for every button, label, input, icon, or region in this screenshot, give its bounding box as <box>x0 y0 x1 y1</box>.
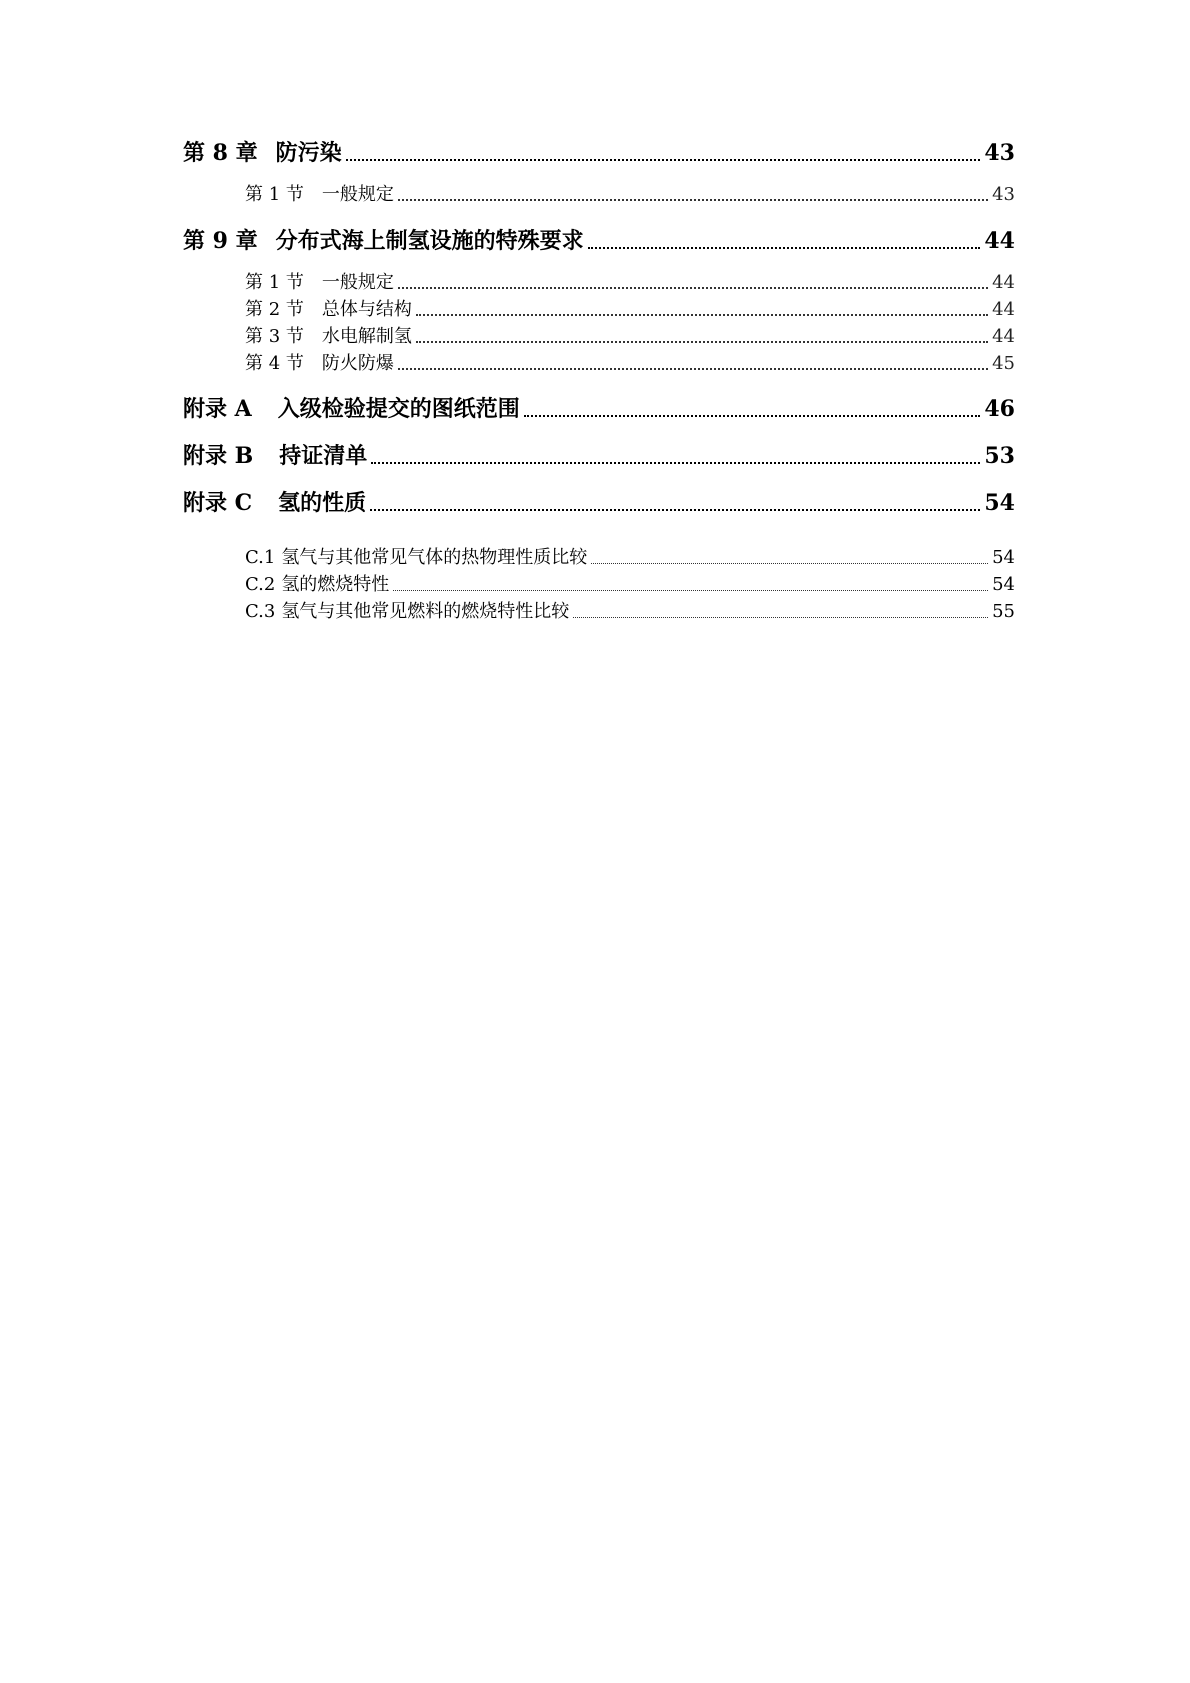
toc-entry-ch9-section-3[interactable] <box>245 322 1015 348</box>
dot-leader <box>398 198 988 201</box>
dot-leader <box>591 562 988 564</box>
toc-entry-title: 氢气与其他常见燃料的燃烧特性比较 <box>281 601 570 622</box>
toc-entry-title: 分布式海上制氢设施的特殊要求 <box>275 228 584 254</box>
toc-entry-appendix-b[interactable] <box>183 439 1015 470</box>
dot-leader <box>398 286 988 289</box>
toc-entry-page: 53 <box>984 443 1015 469</box>
toc-entry-ch9-section-1[interactable] <box>245 268 1015 294</box>
toc-entry-appendix-c[interactable] <box>183 486 1015 517</box>
dot-leader <box>371 461 980 464</box>
toc-entry-title: 氢气与其他常见气体的热物理性质比较 <box>281 547 588 568</box>
toc-entry-title: 氢的燃烧特性 <box>281 574 390 595</box>
toc-entry-appendix-c-1[interactable] <box>245 543 1015 569</box>
toc-entry-page: 44 <box>992 299 1015 320</box>
toc-entry-page: 46 <box>984 396 1015 422</box>
toc-entry-page: 44 <box>992 326 1015 347</box>
toc-entry-chapter-8[interactable] <box>183 136 1015 167</box>
toc-entry-title: 总体与结构 <box>321 299 412 320</box>
toc-entry-page: 43 <box>992 184 1015 205</box>
toc-entry-title: 持证清单 <box>279 443 368 469</box>
toc-entry-appendix-c-3[interactable] <box>245 597 1015 623</box>
toc-entry-title: 氢的性质 <box>278 490 367 516</box>
dot-leader <box>346 158 981 161</box>
toc-entry-label: 第 4 节 <box>245 353 304 374</box>
dot-leader <box>416 313 988 316</box>
dot-leader <box>573 616 988 618</box>
toc-entry-title: 防火防爆 <box>321 353 394 374</box>
dot-leader <box>524 414 981 417</box>
toc-entry-chapter-9[interactable] <box>183 224 1015 255</box>
toc-entry-page: 54 <box>992 547 1015 568</box>
toc-entry-ch8-section-1[interactable] <box>245 180 1015 206</box>
toc-entry-ch9-section-4[interactable] <box>245 349 1015 375</box>
dot-leader <box>588 246 981 249</box>
toc-entry-appendix-a[interactable] <box>183 392 1015 423</box>
toc-entry-label: 第 2 节 <box>245 299 304 320</box>
toc-entry-label: 第 1 节 <box>245 184 304 205</box>
toc-entry-ch9-section-2[interactable] <box>245 295 1015 321</box>
dot-leader <box>416 340 988 343</box>
toc-entry-page: 54 <box>992 574 1015 595</box>
toc-entry-page: 43 <box>984 140 1015 166</box>
toc-entry-page: 44 <box>992 272 1015 293</box>
toc-entry-label: C.2 <box>245 574 276 595</box>
toc-entry-label: C.1 <box>245 547 276 568</box>
dot-leader <box>370 508 980 511</box>
toc-entry-title: 水电解制氢 <box>321 326 412 347</box>
toc-entry-label: 第 8 章 <box>183 140 258 166</box>
toc-entry-title: 入级检验提交的图纸范围 <box>277 396 520 422</box>
toc-entry-label: 附录 A <box>183 396 252 422</box>
toc-entry-page: 44 <box>984 228 1015 254</box>
dot-leader <box>393 589 988 591</box>
toc-entry-label: 第 1 节 <box>245 272 304 293</box>
toc-entry-title: 防污染 <box>275 140 342 166</box>
toc-entry-label: 附录 C <box>183 490 253 516</box>
dot-leader <box>398 367 988 370</box>
toc-entry-page: 54 <box>984 490 1015 516</box>
toc-entry-page: 45 <box>992 353 1015 374</box>
toc-entry-label: 第 3 节 <box>245 326 304 347</box>
toc-entry-label: 附录 B <box>183 443 254 469</box>
toc-entry-label: C.3 <box>245 601 276 622</box>
toc-entry-label: 第 9 章 <box>183 228 258 254</box>
toc-entry-page: 55 <box>992 601 1015 622</box>
toc-entry-title: 一般规定 <box>321 272 394 293</box>
toc-entry-appendix-c-2[interactable] <box>245 570 1015 596</box>
toc-entry-title: 一般规定 <box>321 184 394 205</box>
